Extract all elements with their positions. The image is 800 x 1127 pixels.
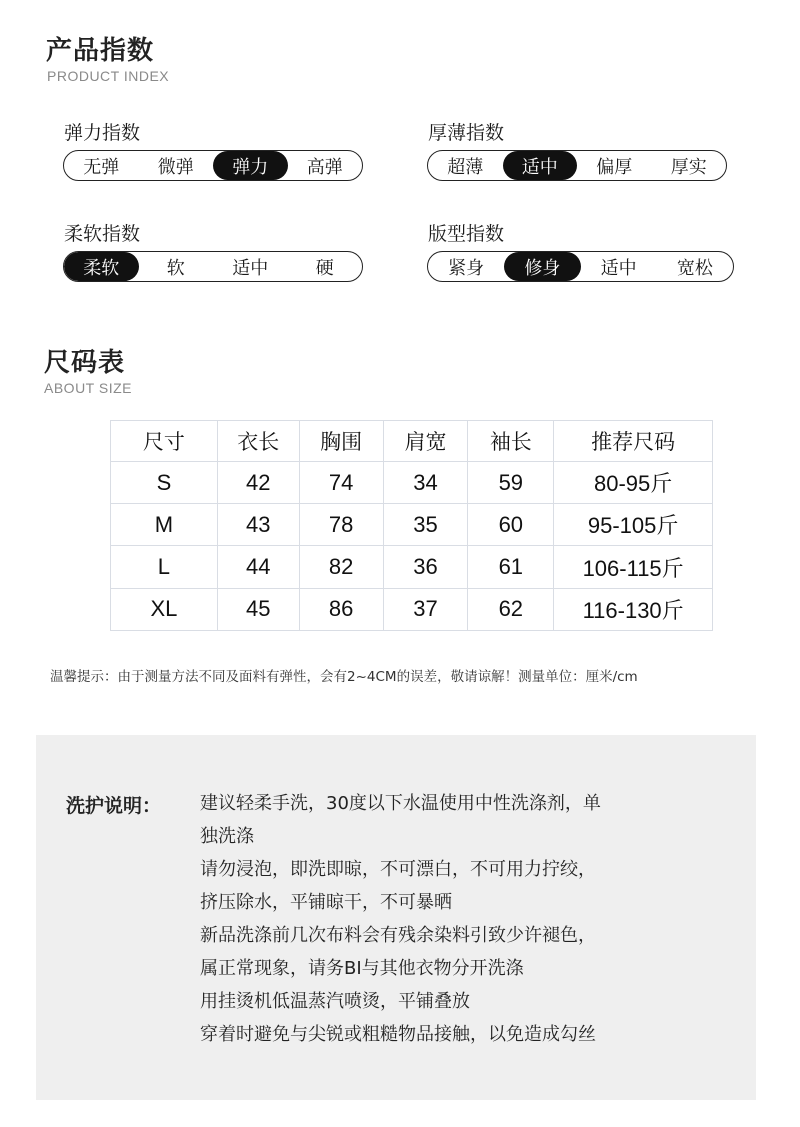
table-row <box>111 546 713 588</box>
scale-option: 超薄 <box>447 156 484 178</box>
scale-option: 偏厚 <box>596 156 633 178</box>
table-row <box>111 504 713 546</box>
scale-option: 厚实 <box>670 156 707 178</box>
table-cell: L <box>111 546 218 588</box>
table-cell: 36 <box>383 546 468 588</box>
scale-option: 弹力 <box>213 151 288 180</box>
scale-option: 无弹 <box>83 156 120 178</box>
column-header: 胸围 <box>299 421 383 462</box>
care-line: 挤压除水，平铺晾干，不可暴晒 <box>200 892 452 913</box>
table-cell: M <box>111 504 218 546</box>
care-line: 穿着时避免与尖锐或粗糙物品接触，以免造成勾丝 <box>200 1024 596 1045</box>
measurement-note: 温馨提示：由于测量方法不同及面料有弹性，会有2~4CM的误差，敬请谅解！测量单位：厘米/cm <box>50 669 638 685</box>
column-header: 袖长 <box>468 421 554 462</box>
table-cell: 45 <box>217 588 299 630</box>
table-cell: 60 <box>468 504 554 546</box>
table-cell: 74 <box>299 461 383 503</box>
index-label-elasticity: 弹力指数 <box>64 122 141 144</box>
care-line: 独洗涤 <box>200 826 254 847</box>
table-cell: 35 <box>383 504 468 546</box>
table-row <box>111 588 713 630</box>
index-label-thickness: 厚薄指数 <box>428 122 505 144</box>
table-cell: 61 <box>468 546 554 588</box>
table-cell: 37 <box>383 588 468 630</box>
table-cell: 95-105斤 <box>554 504 713 546</box>
scale-option: 紧身 <box>448 257 485 279</box>
care-line: 新品洗涤前几次布料会有残余染料引致少许褪色， <box>200 925 596 946</box>
scale-option: 高弹 <box>306 156 343 178</box>
scale-option: 软 <box>166 257 185 279</box>
thickness-scale <box>427 150 727 181</box>
scale-option: 微弹 <box>157 156 194 178</box>
size-chart-title: 尺码表 <box>44 348 126 378</box>
care-line: 属正常现象，请务BI与其他衣物分开洗涤 <box>200 958 524 979</box>
product-index-title: 产品指数 <box>46 36 155 66</box>
table-cell: 59 <box>468 461 554 503</box>
table-cell: 78 <box>299 504 383 546</box>
table-cell: 44 <box>217 546 299 588</box>
table-cell: 86 <box>299 588 383 630</box>
scale-option: 适中 <box>600 257 637 279</box>
column-header: 肩宽 <box>383 421 468 462</box>
scale-option: 柔软 <box>64 252 139 281</box>
scale-option: 适中 <box>232 257 269 279</box>
care-line: 用挂烫机低温蒸汽喷烫，平铺叠放 <box>200 991 470 1012</box>
table-cell: S <box>111 461 218 503</box>
table-cell: 42 <box>217 461 299 503</box>
size-table <box>110 420 713 631</box>
table-cell: 34 <box>383 461 468 503</box>
scale-option: 硬 <box>315 257 334 279</box>
column-header: 衣长 <box>217 421 299 462</box>
scale-option: 修身 <box>504 252 580 281</box>
table-cell: 43 <box>217 504 299 546</box>
table-cell: 80-95斤 <box>554 461 713 503</box>
table-row <box>111 461 713 503</box>
table-cell: 116-130斤 <box>554 588 713 630</box>
index-label-fit: 版型指数 <box>428 223 505 245</box>
elasticity-scale <box>63 150 363 181</box>
scale-option: 适中 <box>503 151 578 180</box>
table-cell: 106-115斤 <box>554 546 713 588</box>
size-chart-subtitle: ABOUT SIZE <box>44 380 132 396</box>
product-index-subtitle: PRODUCT INDEX <box>47 68 170 84</box>
table-cell: 82 <box>299 546 383 588</box>
care-instructions <box>36 735 756 1100</box>
scale-option: 宽松 <box>676 257 713 279</box>
column-header: 推荐尺码 <box>554 421 713 462</box>
column-header: 尺寸 <box>111 421 218 462</box>
fit-scale <box>427 251 734 282</box>
care-text <box>200 787 720 1051</box>
care-line: 请勿浸泡，即洗即晾，不可漂白，不可用力拧绞， <box>200 859 596 880</box>
table-header-row <box>111 421 713 462</box>
index-label-softness: 柔软指数 <box>64 223 141 245</box>
softness-scale <box>63 251 363 282</box>
care-line: 建议轻柔手洗，30度以下水温使用中性洗涤剂，单 <box>200 793 601 814</box>
care-label: 洗护说明： <box>66 795 162 817</box>
table-cell: XL <box>111 588 218 630</box>
table-cell: 62 <box>468 588 554 630</box>
